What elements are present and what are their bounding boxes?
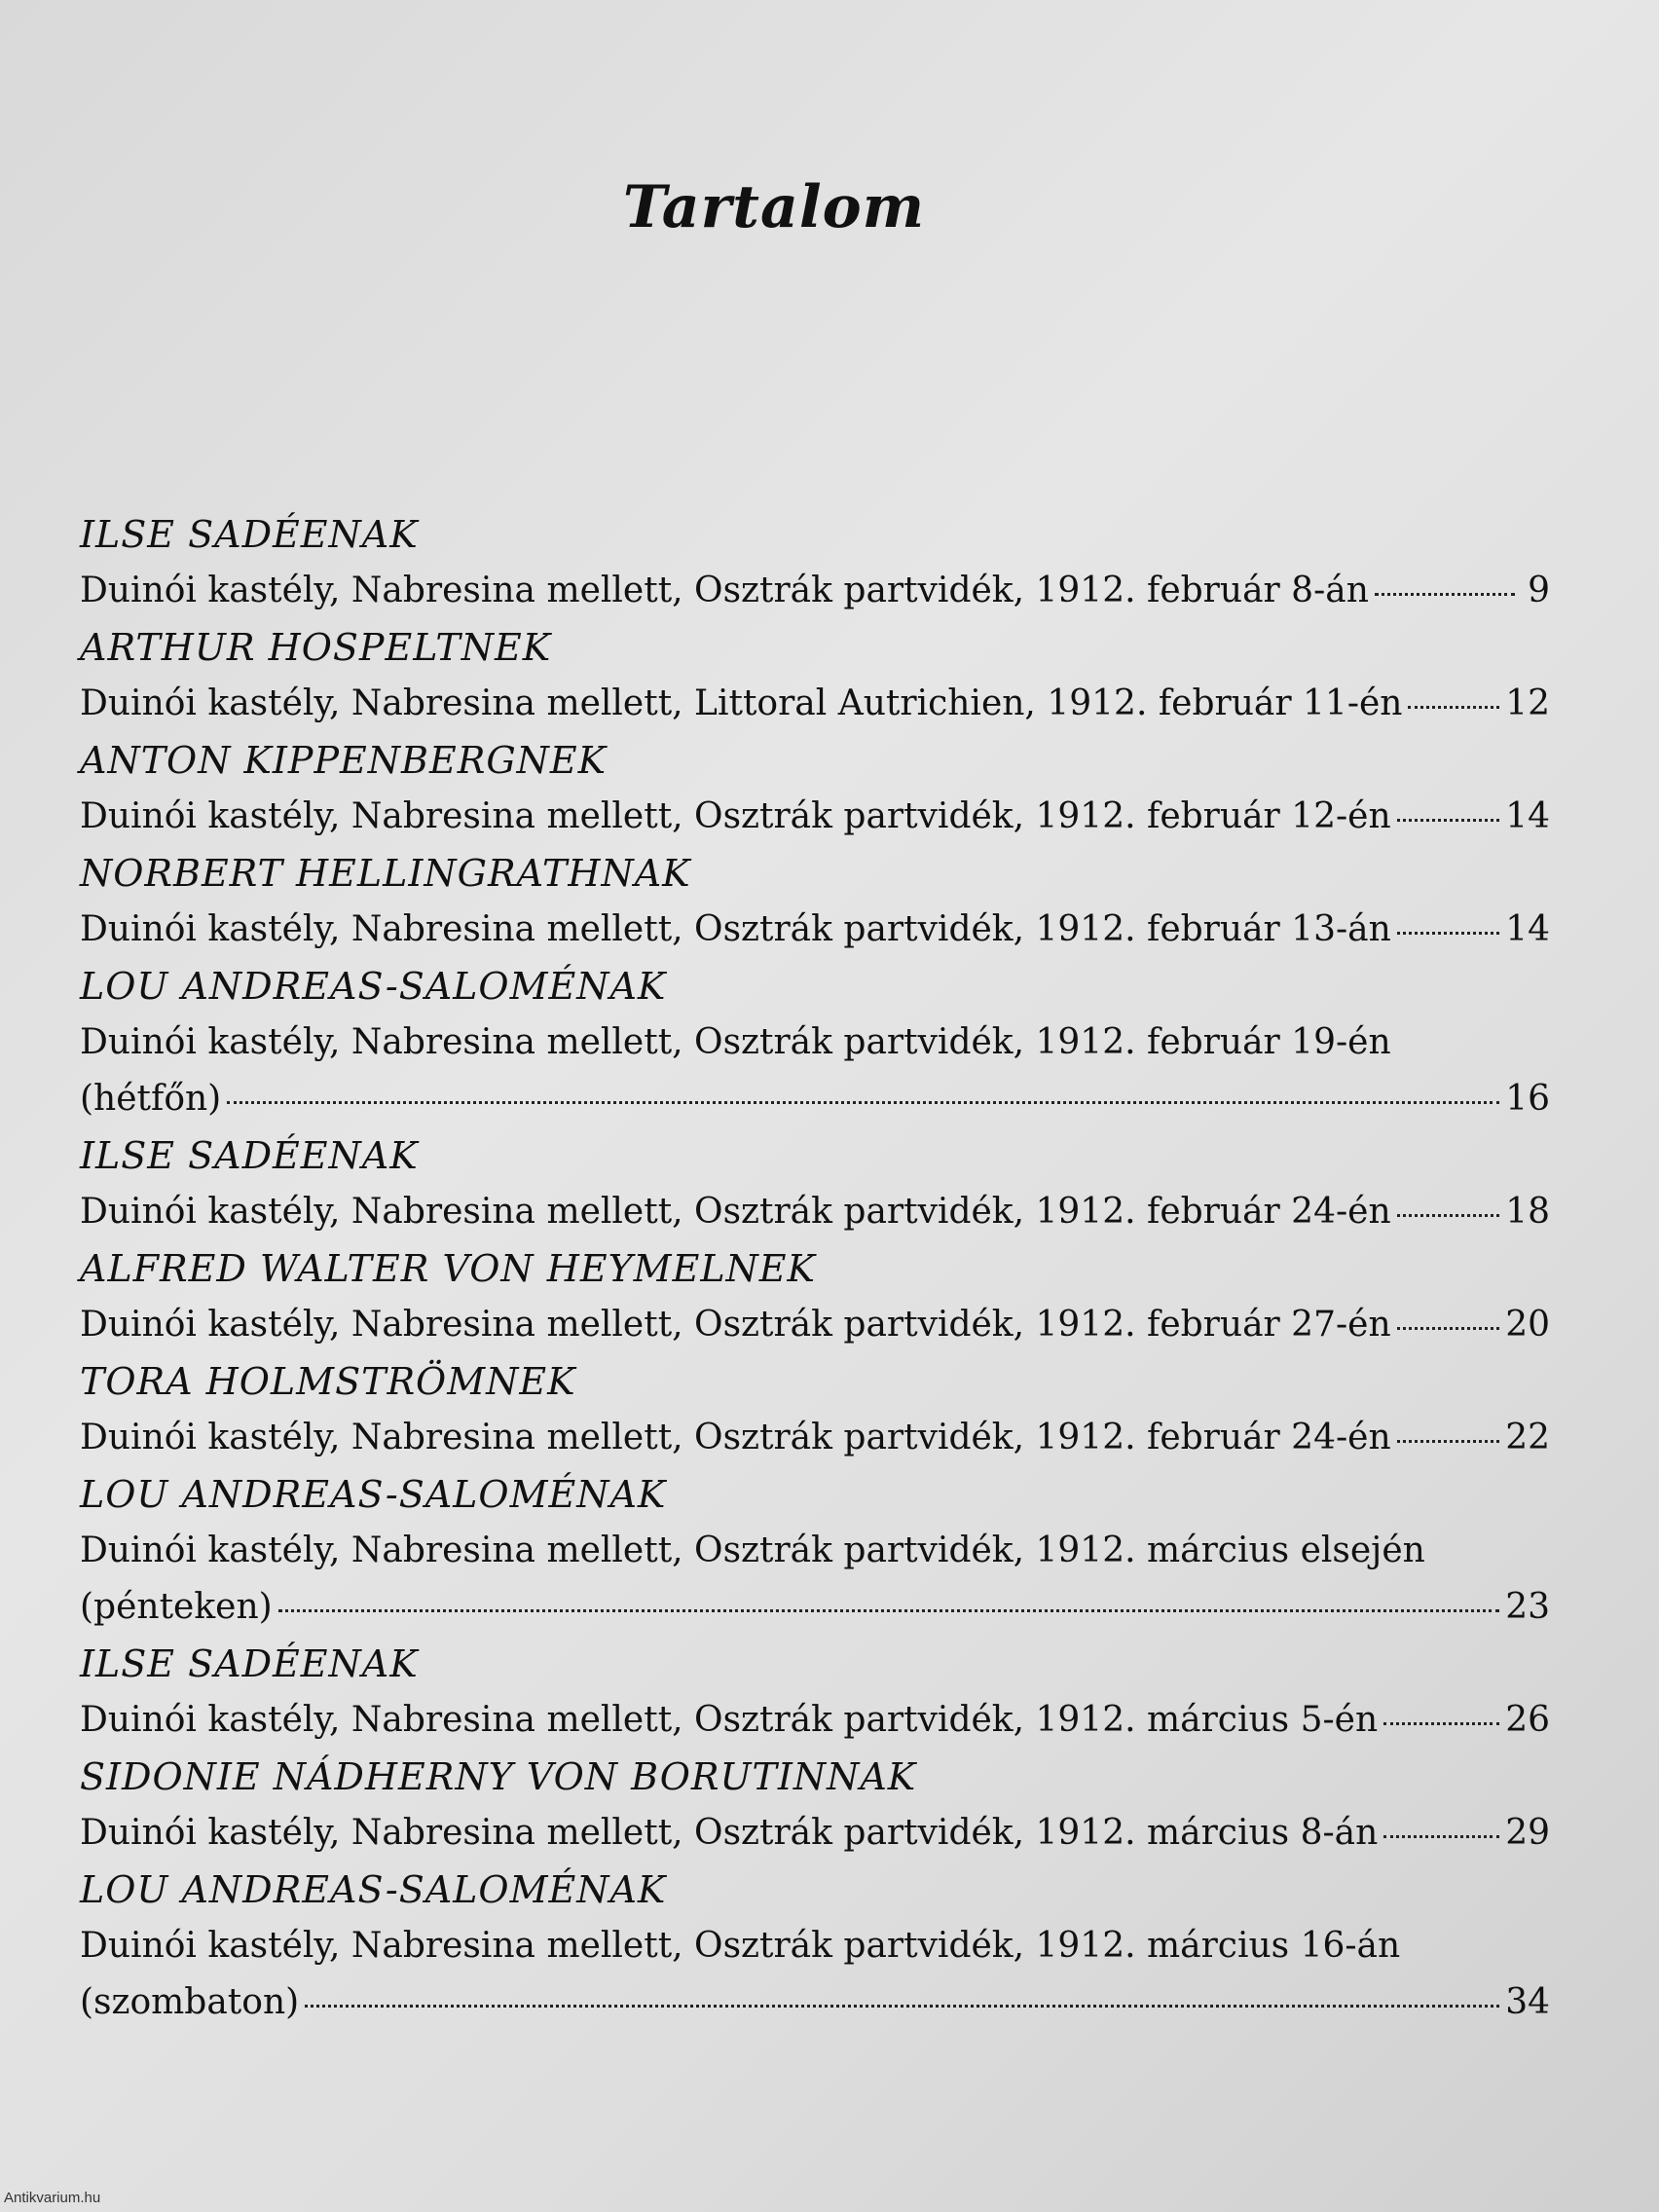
leader-dots xyxy=(1383,1722,1499,1725)
toc-entry-line xyxy=(80,1297,1550,1353)
toc-entry-text: Duinói kastély, Nabresina mellett, Osztrák partvidék, 1912. február 19-én xyxy=(80,1022,1391,1062)
toc-entry-page-number: 20 xyxy=(1505,1305,1550,1345)
leader-dots xyxy=(1397,819,1500,822)
toc-entry-page-number: 9 xyxy=(1528,571,1550,610)
toc-entry-recipient: ILSE SADÉENAK xyxy=(80,1134,419,1177)
toc-entry-recipient: ILSE SADÉENAK xyxy=(80,513,419,556)
toc-entry-text: Duinói kastély, Nabresina mellett, Osztrák partvidék, 1912. február 13-án xyxy=(80,909,1391,949)
leader-dots xyxy=(1397,1214,1500,1217)
toc-entry xyxy=(80,506,1550,619)
toc-entry-recipient: NORBERT HELLINGRATHNAK xyxy=(80,852,691,895)
toc-entry-recipient: TORA HOLMSTRÖMNEK xyxy=(80,1360,576,1403)
toc-entry-recipient: LOU ANDREAS-SALOMÉNAK xyxy=(80,965,667,1008)
leader-dots xyxy=(227,1101,1499,1104)
leader-dots xyxy=(1397,1440,1500,1443)
table-of-contents xyxy=(80,506,1550,2031)
toc-entry xyxy=(80,1353,1550,1466)
toc-entry-page-number: 18 xyxy=(1505,1192,1550,1232)
toc-entry-recipient: ANTON KIPPENBERGNEK xyxy=(80,739,608,782)
toc-entry-page-number: 12 xyxy=(1505,683,1550,723)
toc-entry xyxy=(80,619,1550,732)
watermark: Antikvarium.hu xyxy=(4,2190,101,2206)
toc-entry-line xyxy=(80,1579,1550,1636)
leader-dots xyxy=(278,1609,1499,1612)
toc-entry-line xyxy=(80,1974,1550,2031)
toc-entry-line xyxy=(80,1805,1550,1862)
toc-entry-recipient: SIDONIE NÁDHERNY VON BORUTINNAK xyxy=(80,1755,917,1798)
page-title: Tartalom xyxy=(622,173,926,241)
toc-entry-page-number: 26 xyxy=(1505,1700,1550,1740)
toc-entry-line xyxy=(80,1184,1550,1240)
toc-entry-text: Duinói kastély, Nabresina mellett, Osztrák partvidék, 1912. március 8-án xyxy=(80,1813,1379,1853)
toc-entry-line xyxy=(80,1071,1550,1127)
toc-entry xyxy=(80,1749,1550,1862)
toc-entry-text: Duinói kastély, Nabresina mellett, Osztrák partvidék, 1912. február 24-én xyxy=(80,1192,1391,1232)
leader-dots xyxy=(1397,932,1499,935)
toc-entry-text: Duinói kastély, Nabresina mellett, Osztrák partvidék, 1912. február 24-én xyxy=(80,1418,1391,1457)
toc-entry-recipient: ILSE SADÉENAK xyxy=(80,1642,419,1685)
toc-entry-line xyxy=(80,676,1550,732)
leader-dots xyxy=(1397,1327,1500,1330)
toc-entry-text: Duinói kastély, Nabresina mellett, Osztrák partvidék, 1912. február 8-án xyxy=(80,571,1369,610)
toc-entry xyxy=(80,1636,1550,1749)
toc-entry-line xyxy=(80,1410,1550,1466)
toc-entry-page-number: 34 xyxy=(1505,1982,1550,2022)
toc-entry-page-number: 14 xyxy=(1505,909,1550,949)
toc-entry-page-number: 23 xyxy=(1505,1587,1550,1627)
toc-entry-text: (hétfőn) xyxy=(80,1079,222,1119)
toc-entry-recipient: ALFRED WALTER VON HEYMELNEK xyxy=(80,1247,816,1290)
leader-dots xyxy=(1383,1835,1499,1838)
toc-entry-line xyxy=(80,563,1550,619)
toc-entry-line xyxy=(80,1692,1550,1749)
toc-entry-text: Duinói kastély, Nabresina mellett, Osztrák partvidék, 1912. február 12-én xyxy=(80,796,1391,836)
toc-entry-text: Duinói kastély, Nabresina mellett, Osztrák partvidék, 1912. február 27-én xyxy=(80,1305,1391,1345)
toc-entry-line xyxy=(80,902,1550,958)
toc-entry-recipient: LOU ANDREAS-SALOMÉNAK xyxy=(80,1473,667,1516)
toc-entry-page-number: 16 xyxy=(1505,1079,1550,1119)
toc-entry-recipient: LOU ANDREAS-SALOMÉNAK xyxy=(80,1868,667,1911)
toc-entry xyxy=(80,732,1550,845)
toc-entry-text: (pénteken) xyxy=(80,1587,273,1627)
toc-entry xyxy=(80,1862,1550,2031)
toc-entry xyxy=(80,1240,1550,1353)
toc-entry-recipient: ARTHUR HOSPELTNEK xyxy=(80,626,552,669)
leader-dots xyxy=(1375,593,1515,596)
toc-entry-page-number: 14 xyxy=(1505,796,1550,836)
toc-entry-text: Duinói kastély, Nabresina mellett, Osztrák partvidék, 1912. március elsején xyxy=(80,1530,1425,1570)
toc-entry-text: (szombaton) xyxy=(80,1982,300,2022)
toc-entry-page-number: 29 xyxy=(1505,1813,1550,1853)
toc-entry-text: Duinói kastély, Nabresina mellett, Osztrák partvidék, 1912. március 5-én xyxy=(80,1700,1379,1740)
toc-entry xyxy=(80,1127,1550,1240)
toc-entry-text: Duinói kastély, Nabresina mellett, Osztrák partvidék, 1912. március 16-án xyxy=(80,1926,1401,1966)
toc-entry-text: Duinói kastély, Nabresina mellett, Littoral Autrichien, 1912. február 11-én xyxy=(80,683,1403,723)
toc-entry xyxy=(80,958,1550,1127)
toc-entry xyxy=(80,1466,1550,1636)
toc-entry-page-number: 22 xyxy=(1505,1418,1550,1457)
leader-dots xyxy=(305,2005,1499,2008)
leader-dots xyxy=(1408,706,1499,709)
toc-entry xyxy=(80,845,1550,958)
toc-entry-line xyxy=(80,789,1550,845)
